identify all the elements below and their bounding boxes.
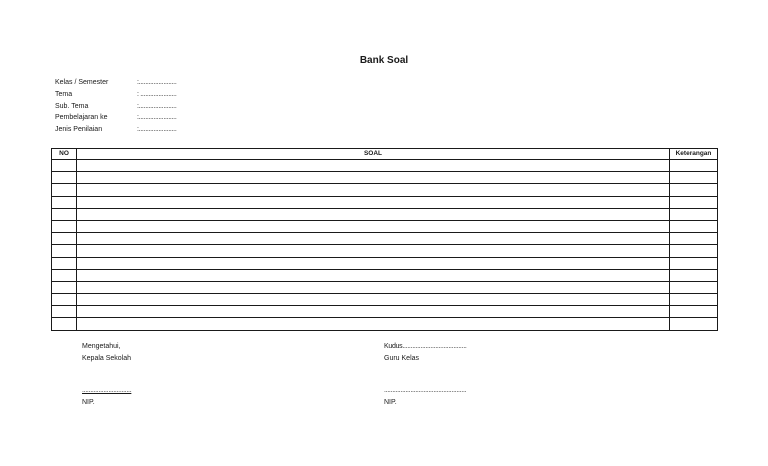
meta-block (55, 77, 176, 136)
sig-left-line2: Kepala Sekolah (82, 355, 132, 362)
sig-left-nip: NIP. (82, 399, 95, 406)
cell-no[interactable] (52, 208, 77, 220)
cell-keterangan[interactable] (670, 172, 718, 184)
cell-keterangan[interactable] (670, 233, 718, 245)
cell-keterangan[interactable] (670, 306, 718, 318)
cell-keterangan[interactable] (670, 294, 718, 306)
table-row (52, 184, 718, 196)
meta-row-subtema (55, 101, 176, 113)
sig-right-nip: NIP. (384, 399, 397, 406)
meta-row-penilaian (55, 124, 176, 136)
cell-soal[interactable] (77, 269, 670, 281)
cell-no[interactable] (52, 160, 77, 172)
document-title: Bank Soal (359, 55, 409, 66)
table-row (52, 172, 718, 184)
cell-soal[interactable] (77, 184, 670, 196)
table-row (52, 245, 718, 257)
cell-soal[interactable] (77, 220, 670, 232)
meta-value: :....................... (137, 102, 177, 110)
meta-label: Jenis Penilaian (55, 126, 103, 134)
cell-soal[interactable] (77, 245, 670, 257)
table-header-row (52, 149, 718, 160)
cell-no[interactable] (52, 245, 77, 257)
cell-no[interactable] (52, 318, 77, 330)
header-no: NO (52, 149, 77, 160)
meta-row-tema (55, 89, 176, 101)
header-soal: SOAL (77, 149, 670, 160)
cell-no[interactable] (52, 233, 77, 245)
cell-soal[interactable] (77, 160, 670, 172)
table-row (52, 233, 718, 245)
meta-label: Tema (55, 90, 73, 98)
sig-left-line1: Mengetahui, (82, 343, 121, 350)
table-row (52, 257, 718, 269)
meta-value: :....................... (137, 114, 177, 122)
cell-no[interactable] (52, 294, 77, 306)
sig-right-name-line: .................................................. (384, 387, 467, 394)
table-row (52, 306, 718, 318)
cell-soal[interactable] (77, 281, 670, 293)
table-row (52, 160, 718, 172)
meta-row-kelas (55, 77, 176, 89)
table-row (52, 196, 718, 208)
header-keterangan: Keterangan (670, 149, 718, 160)
table-row (52, 294, 718, 306)
cell-soal[interactable] (77, 196, 670, 208)
table-row (52, 220, 718, 232)
cell-no[interactable] (52, 196, 77, 208)
cell-no[interactable] (52, 281, 77, 293)
sig-left-name-line: .............................. (82, 387, 132, 394)
cell-keterangan[interactable] (670, 245, 718, 257)
cell-soal[interactable] (77, 172, 670, 184)
meta-label: Kelas / Semester (55, 79, 109, 86)
cell-keterangan[interactable] (670, 208, 718, 220)
cell-keterangan[interactable] (670, 269, 718, 281)
cell-keterangan[interactable] (670, 196, 718, 208)
cell-soal[interactable] (77, 306, 670, 318)
meta-value: : ...................... (137, 90, 177, 98)
table-row (52, 318, 718, 330)
meta-row-pembelajaran (55, 112, 176, 124)
cell-keterangan[interactable] (670, 281, 718, 293)
cell-keterangan[interactable] (670, 318, 718, 330)
meta-value: :....................... (137, 79, 177, 86)
cell-soal[interactable] (77, 294, 670, 306)
cell-no[interactable] (52, 220, 77, 232)
cell-no[interactable] (52, 257, 77, 269)
cell-no[interactable] (52, 306, 77, 318)
sig-right-line2: Guru Kelas (384, 355, 420, 362)
signature-left (82, 341, 131, 409)
cell-no[interactable] (52, 184, 77, 196)
question-table (51, 148, 718, 331)
cell-no[interactable] (52, 269, 77, 281)
cell-keterangan[interactable] (670, 184, 718, 196)
cell-keterangan[interactable] (670, 160, 718, 172)
cell-soal[interactable] (77, 318, 670, 330)
cell-keterangan[interactable] (670, 220, 718, 232)
cell-no[interactable] (52, 172, 77, 184)
table-row (52, 269, 718, 281)
cell-soal[interactable] (77, 257, 670, 269)
meta-label: Sub. Tema (55, 102, 89, 110)
cell-soal[interactable] (77, 208, 670, 220)
table-row (52, 281, 718, 293)
table-body (52, 160, 718, 331)
sig-right-line1: Kudus....................................... (384, 343, 467, 350)
cell-keterangan[interactable] (670, 257, 718, 269)
cell-soal[interactable] (77, 233, 670, 245)
meta-label: Pembelajaran ke (55, 114, 108, 122)
signature-right (384, 341, 467, 409)
table-row (52, 208, 718, 220)
meta-value: :....................... (137, 126, 177, 134)
